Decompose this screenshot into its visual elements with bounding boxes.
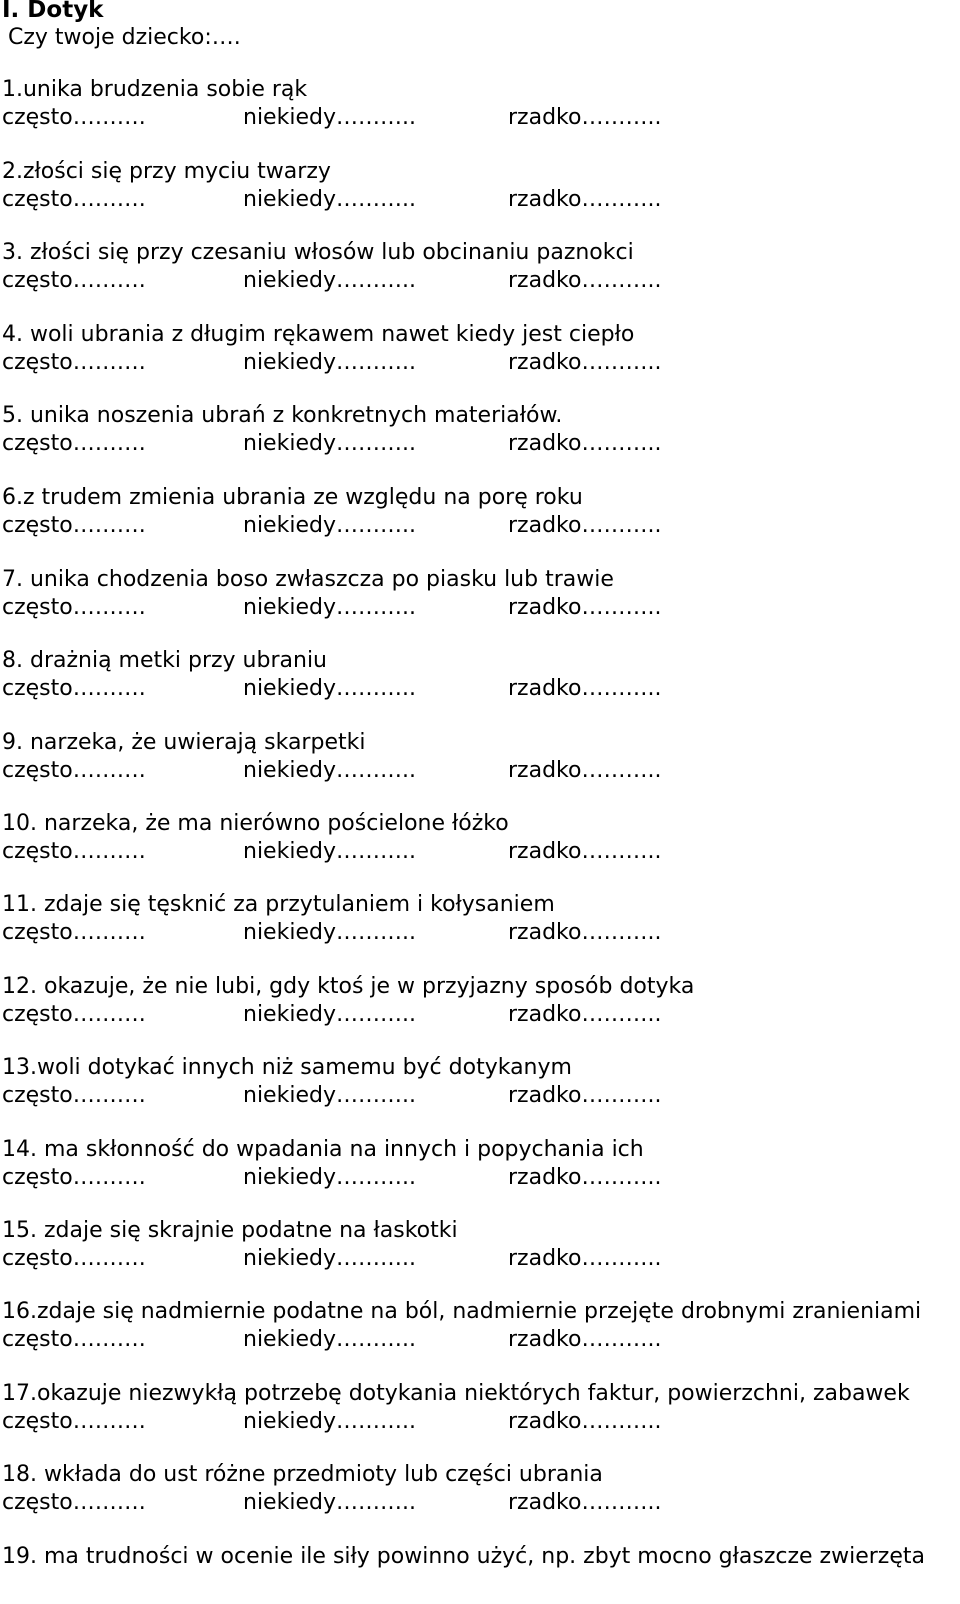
- option-sometimes: niekiedy………..: [243, 1327, 416, 1352]
- option-sometimes: niekiedy………..: [243, 1409, 416, 1434]
- option-sometimes: niekiedy………..: [243, 676, 416, 701]
- option-often: często……….: [2, 431, 146, 456]
- question-3: [0, 240, 960, 300]
- option-rarely: rzadko………..: [508, 1409, 662, 1434]
- option-rarely: rzadko………..: [508, 1002, 662, 1027]
- question-9: [0, 730, 960, 790]
- option-often: często……….: [2, 187, 146, 212]
- option-sometimes: niekiedy………..: [243, 1165, 416, 1190]
- question-text: 11. zdaje się tęsknić za przytulaniem i kołysaniem: [2, 892, 555, 917]
- option-rarely: rzadko………..: [508, 1246, 662, 1271]
- option-often: często……….: [2, 1165, 146, 1190]
- question-text: 7. unika chodzenia boso zwłaszcza po piasku lub trawie: [2, 567, 614, 592]
- question-14: [0, 1137, 960, 1197]
- question-text: 14. ma skłonność do wpadania na innych i popychania ich: [2, 1137, 644, 1162]
- question-text: 3. złości się przy czesaniu włosów lub obcinaniu paznokci: [2, 240, 634, 265]
- section-title: I. Dotyk: [2, 0, 104, 23]
- option-rarely: rzadko………..: [508, 839, 662, 864]
- question-text: 16.zdaje się nadmiernie podatne na ból, nadmiernie przejęte drobnymi zranieniami: [2, 1299, 922, 1324]
- question-12: [0, 974, 960, 1034]
- question-5: [0, 403, 960, 463]
- option-rarely: rzadko………..: [508, 1165, 662, 1190]
- option-sometimes: niekiedy………..: [243, 513, 416, 538]
- question-text: 15. zdaje się skrajnie podatne na łaskotki: [2, 1218, 458, 1243]
- option-rarely: rzadko………..: [508, 350, 662, 375]
- option-often: często……….: [2, 1490, 146, 1515]
- option-often: często……….: [2, 1327, 146, 1352]
- option-rarely: rzadko………..: [508, 187, 662, 212]
- question-text: 1.unika brudzenia sobie rąk: [2, 77, 308, 102]
- option-sometimes: niekiedy………..: [243, 1002, 416, 1027]
- option-often: często……….: [2, 839, 146, 864]
- option-often: często……….: [2, 1002, 146, 1027]
- option-rarely: rzadko………..: [508, 513, 662, 538]
- question-11: [0, 892, 960, 952]
- question-4: [0, 322, 960, 382]
- question-10: [0, 811, 960, 871]
- question-13: [0, 1055, 960, 1115]
- option-sometimes: niekiedy………..: [243, 268, 416, 293]
- question-text: 9. narzeka, że uwierają skarpetki: [2, 730, 366, 755]
- question-7: [0, 567, 960, 627]
- option-rarely: rzadko………..: [508, 1490, 662, 1515]
- question-text: 5. unika noszenia ubrań z konkretnych materiałów.: [2, 403, 563, 428]
- option-rarely: rzadko………..: [508, 920, 662, 945]
- option-sometimes: niekiedy………..: [243, 105, 416, 130]
- question-2: [0, 159, 960, 219]
- question-8: [0, 648, 960, 708]
- question-text: 8. drażnią metki przy ubraniu: [2, 648, 327, 673]
- option-rarely: rzadko………..: [508, 431, 662, 456]
- question-18: [0, 1462, 960, 1522]
- question-text: 19. ma trudności w ocenie ile siły powinno użyć, np. zbyt mocno głaszcze zwierzęta: [2, 1544, 925, 1569]
- option-rarely: rzadko………..: [508, 268, 662, 293]
- option-often: często……….: [2, 1083, 146, 1108]
- question-text: 10. narzeka, że ma nierówno pościelone łóżko: [2, 811, 509, 836]
- option-sometimes: niekiedy………..: [243, 187, 416, 212]
- question-17: [0, 1381, 960, 1441]
- option-sometimes: niekiedy………..: [243, 758, 416, 783]
- option-often: często……….: [2, 105, 146, 130]
- option-sometimes: niekiedy………..: [243, 839, 416, 864]
- option-rarely: rzadko………..: [508, 758, 662, 783]
- option-often: często……….: [2, 758, 146, 783]
- option-often: często……….: [2, 920, 146, 945]
- option-rarely: rzadko………..: [508, 676, 662, 701]
- option-often: często……….: [2, 595, 146, 620]
- option-sometimes: niekiedy………..: [243, 1246, 416, 1271]
- question-6: [0, 485, 960, 545]
- option-rarely: rzadko………..: [508, 595, 662, 620]
- option-rarely: rzadko………..: [508, 1327, 662, 1352]
- option-sometimes: niekiedy………..: [243, 1490, 416, 1515]
- option-rarely: rzadko………..: [508, 105, 662, 130]
- option-sometimes: niekiedy………..: [243, 431, 416, 456]
- question-text: 18. wkłada do ust różne przedmioty lub części ubrania: [2, 1462, 603, 1487]
- option-rarely: rzadko………..: [508, 1083, 662, 1108]
- option-sometimes: niekiedy………..: [243, 920, 416, 945]
- question-text: 4. woli ubrania z długim rękawem nawet kiedy jest ciepło: [2, 322, 635, 347]
- option-often: często……….: [2, 350, 146, 375]
- option-often: często……….: [2, 676, 146, 701]
- question-text: 17.okazuje niezwykłą potrzebę dotykania niektórych faktur, powierzchni, zabawek: [2, 1381, 910, 1406]
- option-often: często……….: [2, 1409, 146, 1434]
- option-often: często……….: [2, 1246, 146, 1271]
- question-text: 2.złości się przy myciu twarzy: [2, 159, 331, 184]
- question-19: [0, 1544, 960, 1604]
- question-16: [0, 1299, 960, 1359]
- question-15: [0, 1218, 960, 1278]
- option-sometimes: niekiedy………..: [243, 595, 416, 620]
- option-sometimes: niekiedy………..: [243, 350, 416, 375]
- question-text: 13.woli dotykać innych niż samemu być dotykanym: [2, 1055, 572, 1080]
- option-often: często……….: [2, 513, 146, 538]
- question-1: [0, 77, 960, 137]
- option-sometimes: niekiedy………..: [243, 1083, 416, 1108]
- option-often: często……….: [2, 268, 146, 293]
- question-text: 12. okazuje, że nie lubi, gdy ktoś je w przyjazny sposób dotyka: [2, 974, 695, 999]
- section-subtitle: Czy twoje dziecko:….: [8, 25, 241, 50]
- question-text: 6.z trudem zmienia ubrania ze względu na porę roku: [2, 485, 583, 510]
